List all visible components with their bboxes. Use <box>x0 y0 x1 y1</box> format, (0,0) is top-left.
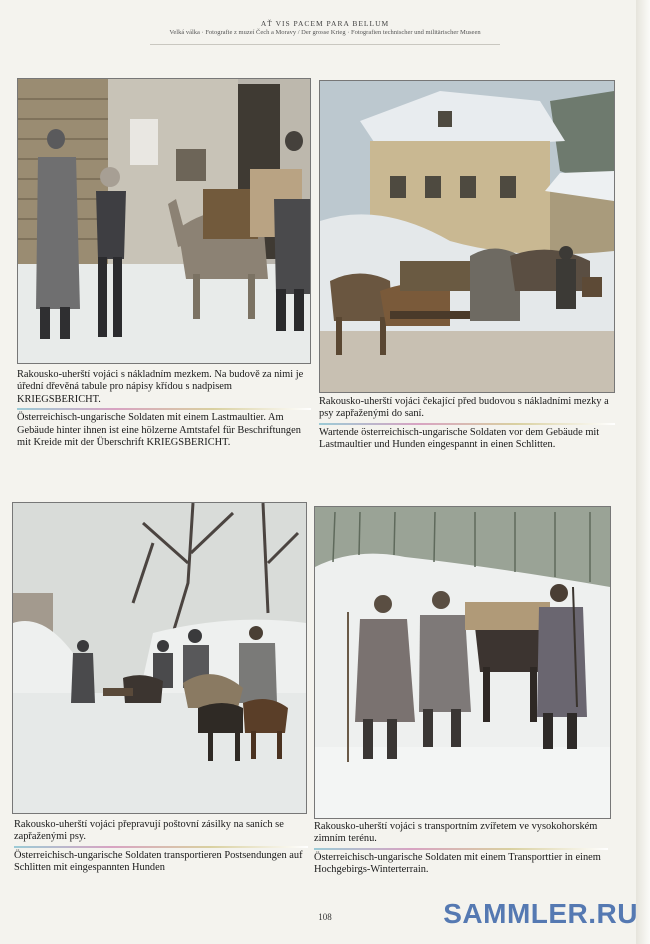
caption-czech: Rakousko-uherští vojáci čekající před budovou s nákladními mezky a psy zapřaženými do saní. <box>319 396 609 420</box>
header-subtitle: Velká válka · Fotografie z muzeí Čech a Moravy / Der grosse Krieg · Fotografien technischer und militärischer Museen <box>169 28 481 36</box>
photo-soldiers-with-mule <box>17 78 311 364</box>
caption-german: Österreichisch-ungarische Soldaten mit einem Transporttier in einem Hochgebirgs-Winterterrain. <box>314 851 601 876</box>
caption-czech: Rakousko-uherští vojáci s transportním zvířetem ve vysokohorském zimním terénu. <box>314 821 598 845</box>
caption-photo-1 <box>17 369 311 449</box>
caption-divider <box>314 848 608 850</box>
caption-divider <box>319 423 615 425</box>
caption-photo-2 <box>319 396 615 452</box>
caption-photo-3 <box>14 819 308 875</box>
caption-divider <box>14 846 308 848</box>
photo-waiting-sled-building <box>319 80 615 393</box>
caption-czech: Rakousko-uherští vojáci přepravují poštovní zásilky na saních se zapřaženými psy. <box>14 819 284 843</box>
page-edge <box>636 0 650 944</box>
caption-czech: Rakousko-uherští vojáci s nákladním mezkem. Na budově za nimi je úřední dřevěná tabule pro nápisy křídou s nadpisem KRIEGSBERICHT. <box>17 369 304 405</box>
page-number: 108 <box>318 912 332 922</box>
photo-mountain-transport-animal <box>314 506 611 819</box>
caption-divider <box>17 408 311 410</box>
running-header <box>0 20 650 36</box>
caption-photo-4 <box>314 821 608 877</box>
caption-german: Österreichisch-ungarische Soldaten transportieren Postsendungen auf Schlitten mit eingespannten Hunden <box>14 849 303 874</box>
header-title: AŤ VIS PACEM PARA BELLUM <box>260 19 390 28</box>
photo-dog-sled-mail <box>12 502 307 814</box>
caption-german: Österreichisch-ungarische Soldaten mit einem Lastmaultier. Am Gebäude hinter ihnen ist eine hölzerne Amtstafel für Beschriftungen mit Kreide mit der Überschrift KRIEGSBERICHT. <box>17 412 301 449</box>
caption-german: Wartende österreichisch-ungarische Soldaten vor dem Gebäude mit Lastmaultier und Hunden eingespannt in einen Schlitten. <box>319 426 600 451</box>
header-rule <box>150 44 500 45</box>
watermark-logo: SAMMLER.RU <box>443 898 638 929</box>
